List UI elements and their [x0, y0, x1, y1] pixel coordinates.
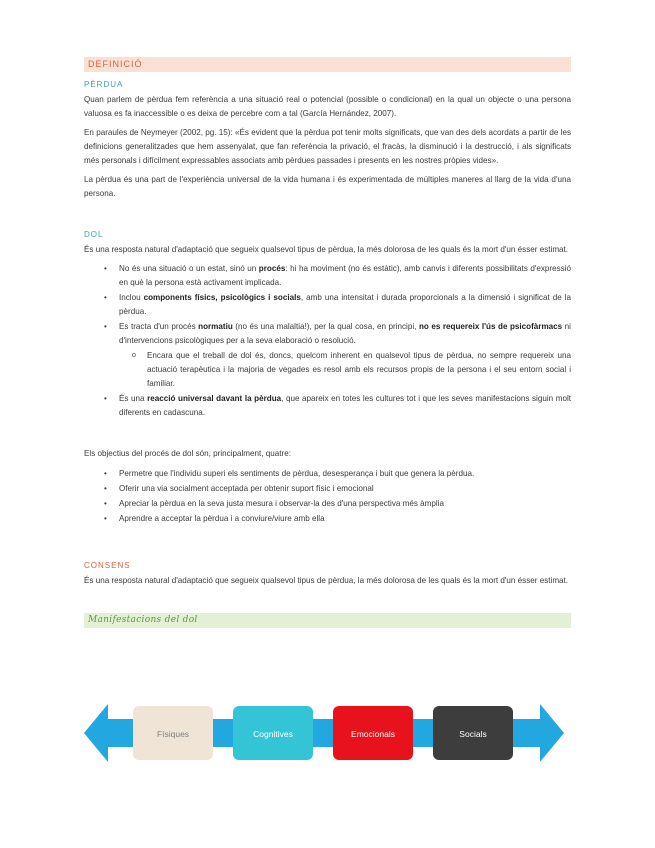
paragraph-perdua-1: Quan parlem de pèrdua fem referència a una situació real o potencial (possible o condicional) en la qual un objecte o una persona valuosa es fa inaccessible o es deixa de percebre com a tal (García Hernández, 2007). — [84, 95, 571, 118]
document-page — [84, 57, 571, 628]
box-label-fisiques: Físiques — [156, 729, 190, 739]
manifestacions-diagram — [84, 704, 564, 762]
box-label-socials: Socials — [459, 729, 487, 739]
dol-bullet-list — [84, 262, 571, 348]
list-item: • Es tracta d'un procés normatiu (no és una malaltia!), per la qual cosa, en principi, no es requereix l'ús de psicofàrmacs ni d'intervencions psicològiques per a la seva elaboració o resolució. — [104, 322, 571, 345]
heading-consens: CONSENS — [84, 561, 131, 570]
dol-bullet-list-2 — [84, 392, 571, 420]
dol-sub-bullet-list — [84, 349, 571, 391]
paragraph-perdua-3: La pèrdua és una part de l'experiència universal de la vida humana i és experimentada de múltiples maneres al llarg de la vida d'una persona. — [84, 175, 571, 198]
heading-definicio: DEFINICIÓ — [84, 57, 571, 72]
box-label-emocionals: Emocionals — [351, 729, 395, 739]
list-item: • Aprendre a acceptar la pèrdua i a conviure/viure amb ella — [104, 514, 325, 523]
objectius-list — [84, 467, 571, 526]
box-fisiques — [133, 706, 213, 760]
box-label-cognitives: Cognitives — [253, 729, 293, 739]
paragraph-consens-1: És una resposta natural d'adaptació que segueix qualsevol tipus de pèrdua, la més dolorosa de les quals és la mort d'un ésser estimat. — [84, 576, 569, 585]
box-emocionals — [333, 706, 413, 760]
heading-manifestacions: Manifestacions del dol — [84, 613, 571, 628]
list-item: o Encara que el treball de dol és, doncs, quelcom inherent en qualsevol tipus de pèrdua, no sempre requereix una actuació terapèutica i la majoria de vegades es resol amb els recursos propis de la persona i el seu entorn social i familiar. — [132, 351, 571, 388]
heading-dol: DOL — [84, 230, 104, 239]
list-item: • És una reacció universal davant la pèrdua, que apareix en totes les cultures tot i que les seves manifestacions siguin molt diferents en cadascuna. — [104, 394, 571, 417]
heading-perdua: PÈRDUA — [84, 80, 124, 89]
box-socials — [433, 706, 513, 760]
list-item: • Permetre que l'individu superi els sentiments de pèrdua, desesperança i buit que genera la pèrdua. — [104, 469, 475, 478]
paragraph-objectius-intro: Els objectius del procés de dol són, principalment, quatre: — [84, 449, 291, 458]
list-item: • Inclou components físics, psicològics i socials, amb una intensitat i durada proporcionals a la dimensió i significat de la pèrdua. — [104, 293, 571, 316]
list-item: • No és una situació o un estat, sinó un procés: hi ha moviment (no és estàtic), amb canvis i diferents possibilitats d'expressió en què la persona està activament implicada. — [104, 264, 572, 287]
list-item: • Apreciar la pèrdua en la seva justa mesura i observar-la des d'una perspectiva més àmplia — [104, 499, 445, 508]
box-cognitives — [233, 706, 313, 760]
list-item: • Oferir una via socialment acceptada per obtenir suport físic i emocional — [104, 484, 374, 493]
paragraph-perdua-2: En paraules de Neymeyer (2002, pg. 15): «És evident que la pèrdua pot tenir molts significats, que van des dels acordats a partir de les definicions generalitzades que hem assenyalat, que fan referència la privació, el fracàs, la disminució i la destrucció, i als significats més personals i difícilment expressables associats amb pèrdues passades i presents en les nostres pròpies vides». — [84, 128, 571, 165]
paragraph-dol-1: És una resposta natural d'adaptació que segueix qualsevol tipus de pèrdua, la més dolorosa de les quals és la mort d'un ésser estimat. — [84, 245, 569, 254]
